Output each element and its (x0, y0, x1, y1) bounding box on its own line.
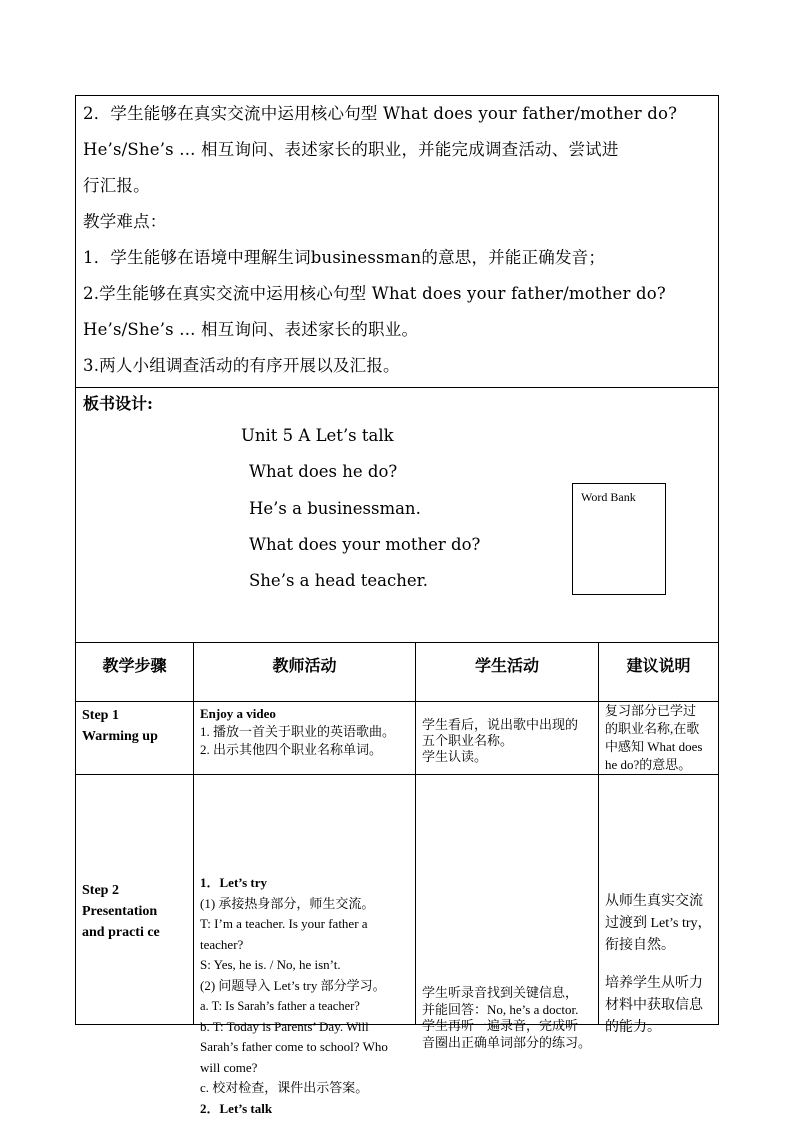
board-sentence: What does he do? (249, 462, 398, 481)
step-1-title: Warming up (82, 729, 158, 744)
student-activity-line: 学生再听一遍录音，完成听 (422, 1018, 579, 1033)
step-2-note-cell (605, 891, 712, 1039)
step-2-label: Step 2 (82, 883, 119, 898)
teacher-activity-line: 1. 播放一首关于职业的英语歌曲。 (200, 724, 396, 739)
board-sentence: He’s a businessman. (249, 499, 421, 518)
student-activity-line: 并能回答：No, he’s a doctor. (422, 1001, 579, 1017)
teacher-activity-line: 2. 出示其他四个职业名称单词。 (200, 742, 383, 757)
teacher-activity-line: will come? (200, 1059, 258, 1075)
word-bank-label: Word Bank (581, 490, 636, 504)
note-line: 过渡到 Let’s try， (605, 916, 712, 931)
objective-line: 行汇报。 (83, 176, 150, 195)
note-line: 复习部分已学过 (605, 703, 697, 718)
teacher-activity-line: T: I’m a teacher. Is your father a (200, 916, 368, 931)
note-line: he do?的意思。 (605, 757, 692, 772)
difficulties-heading: 教学难点： (83, 212, 167, 231)
note-line: 从师生真实交流 (605, 894, 703, 909)
difficulty-line: 2.学生能够在真实交流中运用核心句型 What does your father/mother do? (83, 284, 666, 303)
note-line: 衔接自然。 (605, 938, 675, 953)
teacher-activity-line: 1．Let’s try (200, 875, 268, 890)
step-2-student-cell (422, 985, 591, 1051)
step-2-cell (82, 880, 160, 943)
teacher-activity-line: (2) 问题导入 Let’s try 部分学习。 (200, 977, 386, 993)
step-2-teacher-cell (200, 873, 410, 1119)
student-activity-line: 音圈出正确单词部分的练习。 (422, 1034, 592, 1050)
note-line: 中感知 What does (605, 739, 703, 754)
word-bank-box (572, 483, 666, 595)
student-activity-line: 学生听录音找到关键信息， (422, 985, 579, 1000)
board-design-section (76, 388, 718, 643)
header-teacher-activity: 教师活动 (272, 656, 337, 675)
step-1-note-cell (605, 702, 702, 774)
step-1-label: Step 1 (82, 708, 119, 723)
objective-line: 2．学生能够在真实交流中运用核心句型 What does your father/mother do? (83, 104, 678, 123)
board-design-title: 板书设计: (83, 394, 153, 413)
teacher-activity-line: teacher? (200, 936, 244, 952)
objective-line: He’s/She’s ... 相互询问、表述家长的职业，并能完成调查活动、尝试进 (83, 140, 619, 159)
student-activity-line: 学生认读。 (422, 749, 488, 764)
lesson-plan-table (75, 95, 719, 1116)
student-activity-line: 五个职业名称。 (422, 733, 514, 748)
row-divider (76, 774, 718, 775)
teacher-activity-line: a. T: Is Sarah’s father a teacher? (200, 999, 360, 1013)
step-1-cell (82, 705, 158, 747)
note-line: 材料中获取信息 (605, 998, 703, 1013)
teacher-activity-line: (1) 承接热身部分，师生交流。 (200, 895, 375, 911)
step-2-title: Presentation (82, 904, 158, 919)
step-2-title: and practi ce (82, 925, 160, 940)
difficulty-line: 3.两人小组调查活动的有序开展以及汇报。 (83, 356, 400, 375)
header-suggestion: 建议说明 (626, 656, 691, 675)
difficulty-line: He’s/She’s ... 相互询问、表述家长的职业。 (83, 320, 419, 339)
difficulty-line: 1．学生能够在语境中理解生词businessman的意思，并能正确发音； (83, 248, 606, 267)
teacher-activity-line: Sarah’s father come to school? Who (200, 1039, 388, 1054)
teacher-activity-line: S: Yes, he is. / No, he isn’t. (200, 957, 341, 972)
teacher-activity-line: b. T: Today is Parents’ Day. Will (200, 1018, 369, 1034)
teacher-activity-line: 2．Let’s talk (200, 1100, 273, 1116)
note-line: 的能力。 (605, 1020, 661, 1035)
board-sentence: What does your mother do? (249, 535, 481, 554)
header-teaching-steps: 教学步骤 (102, 656, 167, 675)
teacher-activity-line: c. 校对检查，课件出示答案。 (200, 1080, 369, 1095)
header-student-activity: 学生活动 (474, 656, 539, 675)
step-1-student-cell (422, 717, 578, 765)
student-activity-line: 学生看后，说出歌中出现的 (422, 717, 579, 732)
step-1-teacher-cell (200, 705, 395, 759)
objectives-section (76, 96, 718, 388)
board-sentence: She’s a head teacher. (249, 571, 428, 590)
note-line: 的职业名称,在歌 (605, 721, 700, 736)
board-unit-title: Unit 5 A Let’s talk (241, 426, 394, 445)
note-line: 培养学生从听力 (605, 976, 703, 991)
teacher-activity-line: Enjoy a video (200, 706, 276, 721)
